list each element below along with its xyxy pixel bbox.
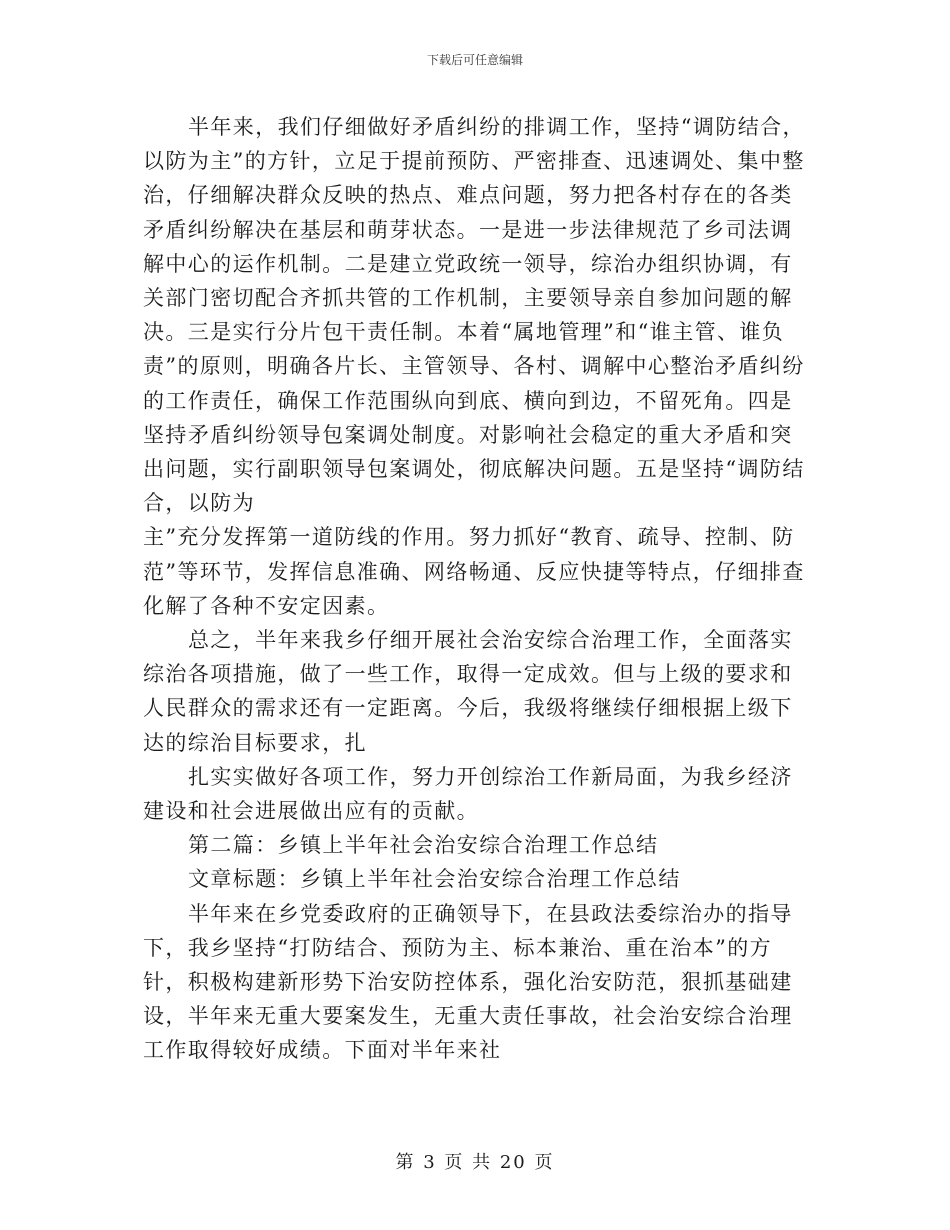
page-number: 第 3 页 共 20 页 [395, 1152, 555, 1173]
paragraph-summary-continued: 扎实实做好各项工作，努力开创综治工作新局面，为我乡经济建设和社会进展做出应有的贡献。 [143, 764, 793, 824]
section-heading: 第二篇：乡镇上半年社会治安综合治理工作总结 [188, 833, 659, 858]
paragraph-intro: 半年来在乡党委政府的正确领导下，在县政法委综治办的指导下，我乡坚持“打防结合、预防为主、标本兼治、重在治本”的方针，积极构建新形势下治安防控体系，强化治安防范，狠抓基础建设，半年来无重大要案发生，无重大责任事故，社会治安综合治理工作取得较好成绩。下面对半年来社 [143, 901, 793, 1063]
paragraph-dispute-mediation: 半年来，我们仔细做好矛盾纠纷的排调工作，坚持“调防结合， 以防为主”的方针，立足于提前预防、严密排查、迅速调处、集中整治，仔细解决群众反映的热点、难点问题，努力把各村存在的各类矛盾纠纷解决在基层和萌芽状态。一是进一步法律规范了乡司法调解中心的运作机制。二是建立党政统一领导，综治办组织协调，有关部门密切配合齐抓共管的工作机制，主要领导亲自参加问题的解决。三是实行分片包干责任制。本着“属地管理”和“谁主管、谁负责”的原则，明确各片长、主管领导、各村、调解中心整治矛盾纠纷的工作责任，确保工作范围纵向到底、横向到边，不留死角。四是坚持矛盾纠纷领导包案调处制度。对影响社会稳定的重大矛盾和突出问题，实行副职领导包案调处，彻底解决问题。五是坚持“调防结合，以防为 主”充分发挥第一道防线的作用。努力抓好“教育、疏导、控制、防范”等环节，发挥信息准确、网络畅通、反应快捷等特点，仔细排查化解了各种不安定因素。 [143, 115, 805, 618]
document-body [143, 110, 806, 1068]
paragraph-summary: 总之，半年来我乡仔细开展社会治安综合治理工作，全面落实综治各项措施，做了一些工作，取得一定成效。但与上级的要求和人民群众的需求还有一定距离。今后，我级将继续仔细根据上级下达的综治目标要求，扎 [143, 628, 793, 755]
article-title: 文章标题：乡镇上半年社会治安综合治理工作总结 [188, 867, 681, 892]
page-header: 下载后可任意编辑 [426, 53, 523, 67]
